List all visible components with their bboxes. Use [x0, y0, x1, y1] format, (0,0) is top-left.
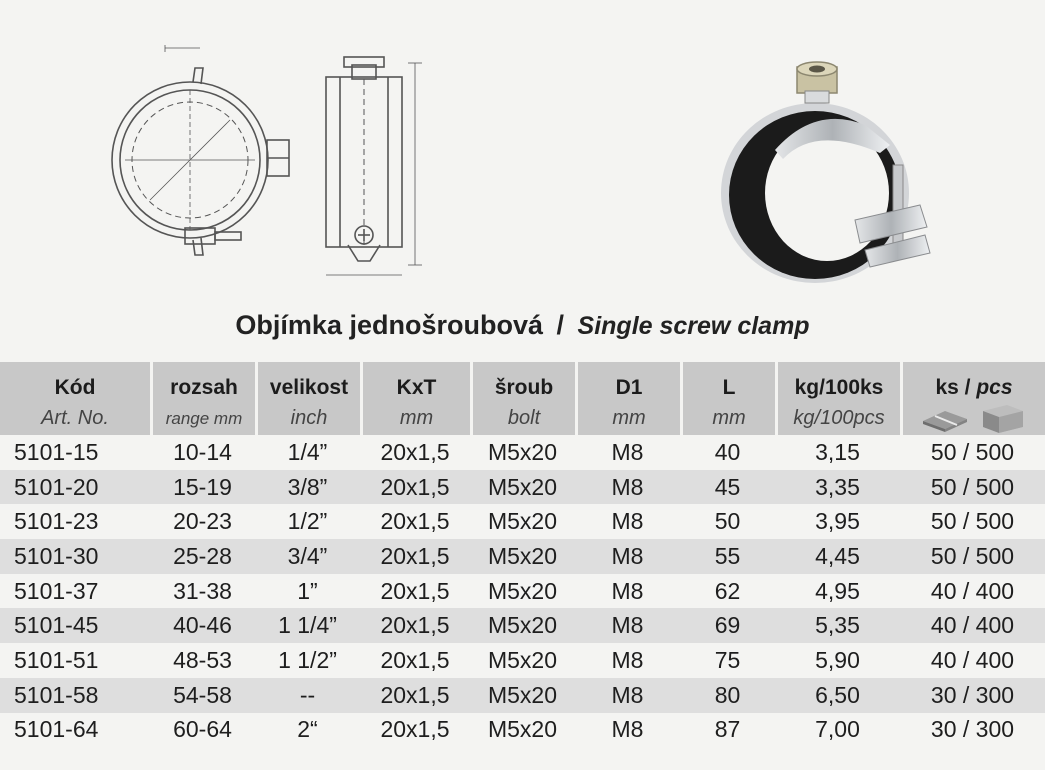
cell-range: 25-28 — [150, 539, 255, 574]
cell-weight: 4,95 — [815, 577, 860, 604]
header-size: velikost — [255, 362, 360, 402]
cell-code: 5101-20 — [0, 470, 150, 505]
cell-bolt: M5x20 — [487, 577, 558, 604]
specification-table — [0, 362, 1045, 747]
clamp-photo-icon — [715, 55, 945, 300]
table-row — [0, 435, 1045, 470]
cell-range: 60-64 — [173, 716, 232, 743]
table-row — [0, 470, 1045, 505]
cell-kxt: 20x1,5 — [360, 678, 470, 713]
cell-d1: M8 — [575, 470, 680, 505]
cell-weight: 3,15 — [815, 438, 860, 465]
cell-l: 40 — [714, 438, 741, 465]
cell-range: 10-14 — [173, 438, 232, 465]
cell-size: 1/4” — [287, 438, 328, 465]
cell-pieces: 40 / 400 — [930, 577, 1015, 604]
table-row — [0, 574, 1045, 609]
cell-d1: M8 — [611, 508, 644, 535]
cell-bolt: M5x20 — [470, 678, 575, 713]
title-separator: / — [556, 310, 565, 340]
cell-size: 1 1/2” — [278, 646, 337, 673]
header-code: Kód — [0, 362, 150, 402]
small-package-icon — [919, 405, 971, 433]
header-row-main — [0, 362, 1045, 402]
cell-weight: 5,35 — [775, 608, 900, 643]
cell-kxt: 20x1,5 — [380, 508, 450, 535]
cell-range: 48-53 — [173, 646, 232, 673]
cell-l: 50 — [714, 508, 741, 535]
header-kxt: KxT — [360, 362, 470, 402]
subheader-size: inch — [255, 402, 360, 435]
cell-bolt: M5x20 — [470, 539, 575, 574]
cell-kxt: 20x1,5 — [380, 646, 450, 673]
subheader-kxt: mm — [360, 402, 470, 435]
header-pieces-sep: / — [958, 376, 977, 399]
cell-weight: 7,00 — [815, 716, 860, 743]
cell-range: 15-19 — [150, 470, 255, 505]
cell-l: 55 — [680, 539, 775, 574]
cell-l: 45 — [680, 470, 775, 505]
cell-size: 3/8” — [255, 470, 360, 505]
cell-pieces: 40 / 400 — [930, 646, 1015, 673]
cell-code: 5101-37 — [14, 577, 99, 604]
subheader-packaging — [900, 402, 1045, 435]
cell-code: 5101-58 — [0, 678, 150, 713]
cell-size: -- — [255, 678, 360, 713]
cell-code: 5101-30 — [0, 539, 150, 574]
cell-weight: 3,95 — [815, 508, 860, 535]
cell-range: 40-46 — [150, 608, 255, 643]
cell-code: 5101-23 — [14, 508, 99, 535]
cell-bolt: M5x20 — [487, 438, 558, 465]
cell-d1: M8 — [575, 678, 680, 713]
cell-size: 1 1/4” — [255, 608, 360, 643]
header-pieces-cz: ks — [935, 376, 959, 399]
cell-bolt: M5x20 — [470, 470, 575, 505]
cell-pieces: 40 / 400 — [900, 608, 1045, 643]
cell-range: 20-23 — [173, 508, 232, 535]
subheader-weight: kg/100pcs — [775, 402, 900, 435]
cell-pieces: 30 / 300 — [930, 716, 1015, 743]
cell-kxt: 20x1,5 — [380, 716, 450, 743]
cell-bolt: M5x20 — [487, 646, 558, 673]
large-package-icon — [977, 403, 1029, 435]
header-d1: D1 — [575, 362, 680, 402]
cell-kxt: 20x1,5 — [360, 539, 470, 574]
figures-area — [0, 0, 1045, 305]
subheader-range: range mm — [150, 402, 255, 435]
cell-weight: 4,45 — [775, 539, 900, 574]
title-english: Single screw clamp — [577, 312, 810, 340]
cell-weight: 3,35 — [775, 470, 900, 505]
cell-kxt: 20x1,5 — [380, 577, 450, 604]
cell-code: 5101-64 — [14, 716, 99, 743]
subheader-l: mm — [680, 402, 775, 435]
clamp-side-drawing-icon — [300, 55, 440, 290]
header-l: L — [680, 362, 775, 402]
cell-kxt: 20x1,5 — [360, 470, 470, 505]
cell-size: 2“ — [297, 716, 318, 743]
cell-pieces: 50 / 500 — [900, 539, 1045, 574]
cell-l: 87 — [714, 716, 741, 743]
header-pieces-en: pcs — [976, 376, 1013, 399]
table-header — [0, 362, 1045, 435]
cell-kxt: 20x1,5 — [380, 438, 450, 465]
cell-code: 5101-45 — [0, 608, 150, 643]
header-range: rozsah — [150, 362, 255, 402]
subheader-code: Art. No. — [0, 402, 150, 435]
cell-d1: M8 — [611, 646, 644, 673]
cell-l: 62 — [714, 577, 741, 604]
cell-size: 1” — [297, 577, 318, 604]
cell-range: 54-58 — [150, 678, 255, 713]
cell-range: 31-38 — [173, 577, 232, 604]
cell-pieces: 30 / 300 — [900, 678, 1045, 713]
cell-bolt: M5x20 — [487, 716, 558, 743]
cell-d1: M8 — [575, 539, 680, 574]
table-row — [0, 504, 1045, 539]
title-czech: Objímka jednošroubová — [235, 310, 543, 340]
clamp-front-drawing-icon — [105, 40, 295, 280]
header-pieces — [900, 362, 1045, 402]
table-row — [0, 608, 1045, 643]
cell-d1: M8 — [611, 438, 644, 465]
cell-bolt: M5x20 — [470, 608, 575, 643]
cell-code: 5101-51 — [14, 646, 99, 673]
cell-l: 69 — [680, 608, 775, 643]
cell-size: 1/2” — [287, 508, 328, 535]
table-row — [0, 643, 1045, 678]
table-body — [0, 435, 1045, 747]
header-bolt: šroub — [470, 362, 575, 402]
cell-pieces: 50 / 500 — [900, 470, 1045, 505]
cell-l: 80 — [680, 678, 775, 713]
table-row — [0, 539, 1045, 574]
cell-d1: M8 — [611, 577, 644, 604]
table-row — [0, 713, 1045, 748]
page-title — [0, 310, 1045, 341]
cell-l: 75 — [714, 646, 741, 673]
subheader-d1: mm — [575, 402, 680, 435]
cell-pieces: 50 / 500 — [930, 508, 1015, 535]
cell-kxt: 20x1,5 — [360, 608, 470, 643]
cell-weight: 6,50 — [775, 678, 900, 713]
cell-code: 5101-15 — [14, 438, 99, 465]
subheader-bolt: bolt — [470, 402, 575, 435]
cell-size: 3/4” — [255, 539, 360, 574]
cell-weight: 5,90 — [815, 646, 860, 673]
header-row-sub — [0, 402, 1045, 435]
cell-bolt: M5x20 — [487, 508, 558, 535]
cell-d1: M8 — [575, 608, 680, 643]
cell-pieces: 50 / 500 — [930, 438, 1015, 465]
header-weight: kg/100ks — [775, 362, 900, 402]
table-row — [0, 678, 1045, 713]
cell-d1: M8 — [611, 716, 644, 743]
